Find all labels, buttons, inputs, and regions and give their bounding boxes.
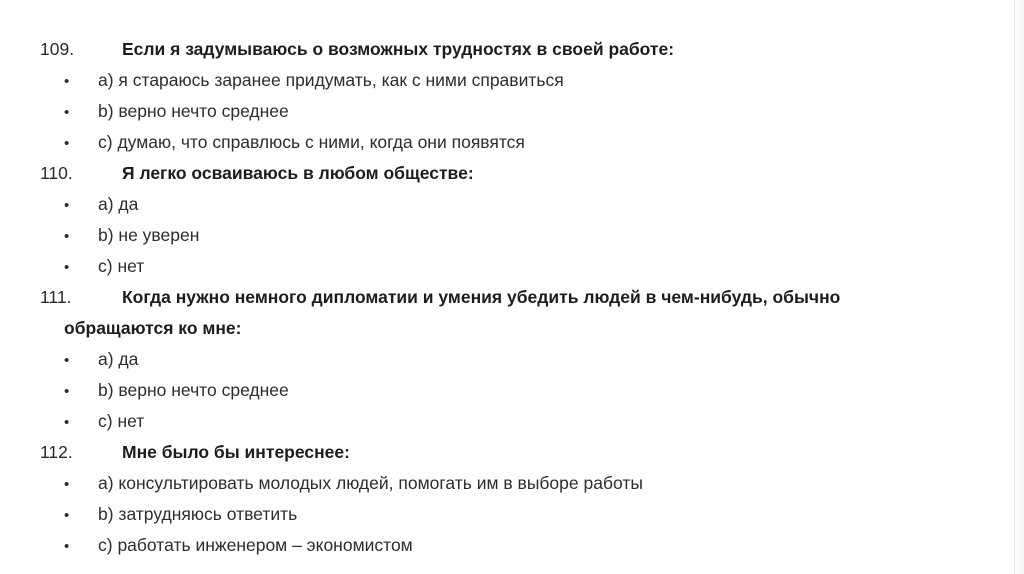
answer-text: a) я стараюсь заранее придумать, как с ними справиться — [98, 70, 564, 90]
bullet-icon: • — [64, 352, 70, 369]
question-110 — [40, 158, 980, 282]
question-text: Когда нужно немного дипломатии и умения убедить людей в чем-нибудь, обычно — [122, 287, 841, 307]
bullet-icon: • — [64, 383, 70, 400]
bullet-icon: • — [64, 538, 70, 555]
question-text-continuation: обращаются ко мне: — [64, 318, 242, 338]
answer-text: b) затрудняюсь ответить — [98, 504, 298, 524]
bullet-icon: • — [64, 476, 70, 493]
question-heading — [40, 158, 980, 189]
answer-option — [40, 96, 980, 127]
answer-text: b) верно нечто среднее — [98, 101, 289, 121]
page-edge — [1014, 0, 1024, 574]
question-number: 109. — [40, 39, 75, 59]
answer-text: c) нет — [98, 256, 145, 276]
question-112 — [40, 437, 980, 561]
answer-option — [40, 220, 980, 251]
bullet-icon: • — [64, 414, 70, 431]
question-number: 111. — [40, 287, 72, 307]
question-number: 110. — [40, 163, 73, 183]
bullet-icon: • — [64, 73, 70, 90]
answer-text: b) верно нечто среднее — [98, 380, 289, 400]
answer-option — [40, 251, 980, 282]
question-text: Я легко осваиваюсь в любом обществе: — [122, 163, 474, 183]
answer-option — [40, 468, 980, 499]
answer-option — [40, 499, 980, 530]
answer-text: а) да — [98, 349, 139, 369]
question-heading — [40, 34, 980, 65]
answer-option — [40, 65, 980, 96]
answer-option — [40, 127, 980, 158]
bullet-icon: • — [64, 259, 70, 276]
answer-text: а) да — [98, 194, 139, 214]
answer-option — [40, 406, 980, 437]
questionnaire — [40, 34, 980, 561]
answer-option — [40, 530, 980, 561]
question-text: Если я задумываюсь о возможных трудностях в своей работе: — [122, 39, 675, 59]
answer-text: c) нет — [98, 411, 145, 431]
bullet-icon: • — [64, 135, 70, 152]
answer-option — [40, 344, 980, 375]
answer-option — [40, 375, 980, 406]
question-heading — [40, 437, 980, 468]
question-heading — [40, 282, 980, 313]
question-text: Мне было бы интереснее: — [122, 442, 350, 462]
bullet-icon: • — [64, 228, 70, 245]
answer-text: c) работать инженером – экономистом — [98, 535, 413, 555]
question-number: 112. — [40, 442, 73, 462]
bullet-icon: • — [64, 507, 70, 524]
bullet-icon: • — [64, 197, 70, 214]
bullet-icon: • — [64, 104, 70, 121]
answer-text: a) консультировать молодых людей, помогать им в выборе работы — [98, 473, 643, 493]
question-111 — [40, 282, 980, 437]
answer-text: c) думаю, что справлюсь с ними, когда они появятся — [98, 132, 525, 152]
question-109 — [40, 34, 980, 158]
answer-text: b) не уверен — [98, 225, 200, 245]
answer-option — [40, 189, 980, 220]
